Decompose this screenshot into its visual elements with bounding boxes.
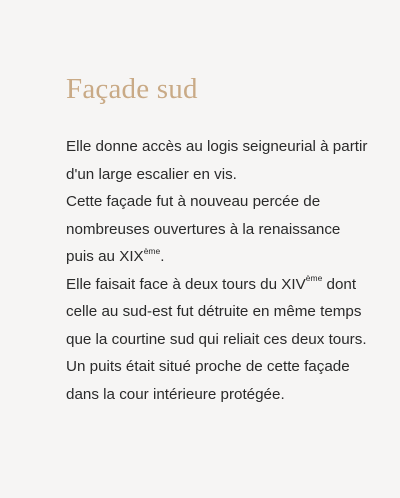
century-suffix: ème — [143, 245, 161, 256]
section-body — [66, 133, 370, 408]
paragraph-towers — [66, 271, 370, 409]
paragraph-openings-text: Cette façade fut à nouveau percée de nombreuses ouvertures à la renaissance puis au XIX — [66, 193, 341, 265]
paragraph-openings — [66, 188, 370, 271]
section-title: Façade sud — [66, 73, 198, 105]
paragraph-towers-text: Elle faisait face à deux tours du XIV — [66, 275, 306, 293]
paragraph-staircase: Elle donne accès au logis seigneurial à partir d'un large escalier en vis. — [66, 138, 368, 183]
paragraph-openings-end: . — [160, 248, 165, 265]
century-suffix: ème — [305, 273, 323, 284]
paragraph-towers-end: dont celle au sud-est fut détruite en même temps que la courtine sud qui reliait ces deux tours. Un puits était situé proche de cette façade dans la cour intérieure protégée. — [66, 275, 367, 403]
